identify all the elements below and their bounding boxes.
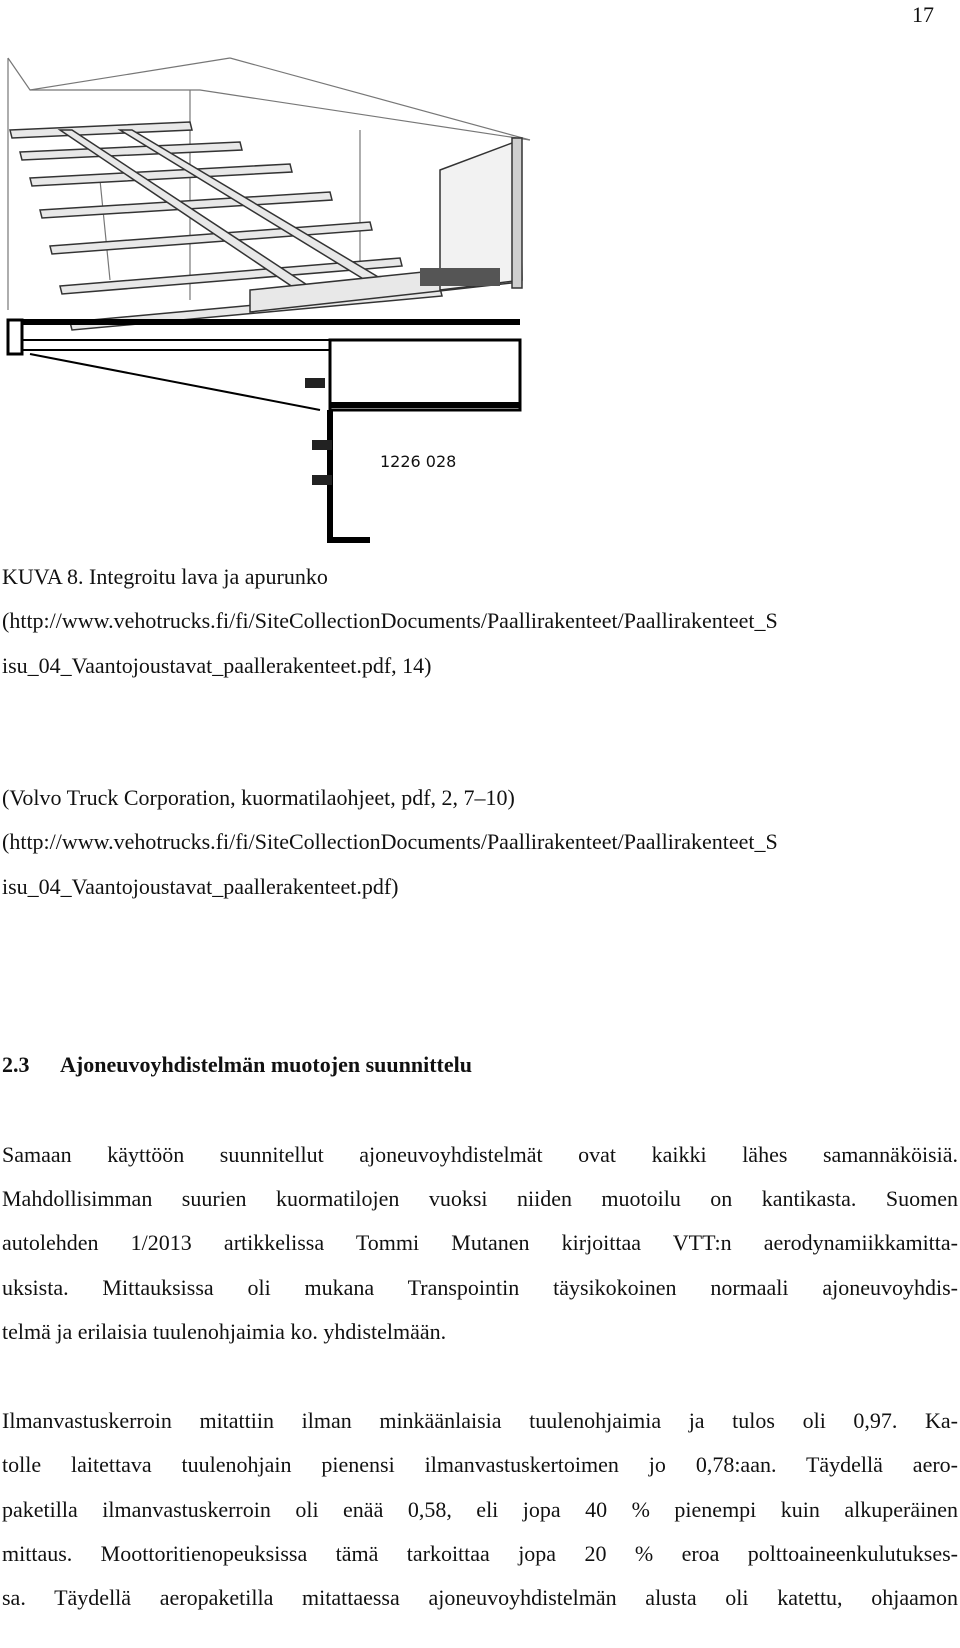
- paragraph2-line-1: Ilmanvastuskerroin mitattiin ilman minkäänlaisia tuulenohjaimia ja tulos oli 0,97. Ka-: [2, 1408, 958, 1433]
- outline-vertical-2: [100, 180, 110, 280]
- outline-top: [8, 58, 230, 90]
- outline-far-edge: [230, 58, 530, 140]
- section-number: 2.3: [2, 1052, 30, 1077]
- figure-integrated-platform-subframe: [0, 50, 560, 580]
- wall-post: [512, 138, 522, 288]
- paragraph2-line-5: sa. Täydellä aeropaketilla mitattaessa ajoneuvoyhdistelmän alusta oli katettu, ohjaamon: [2, 1585, 958, 1610]
- paragraph1-line-3: autolehden 1/2013 artikkelissa Tommi Mutanen kirjoittaa VTT:n aerodynamiikkamitta-: [2, 1230, 958, 1255]
- paragraph1-line-1: Samaan käyttöön suunnitellut ajoneuvoyhdistelmät ovat kaikki lähes samannäköisiä.: [2, 1142, 958, 1167]
- end-cap: [8, 320, 22, 354]
- page-number: 17: [912, 2, 934, 27]
- reference-line-1: (Volvo Truck Corporation, kuormatilaohjeet, pdf, 2, 7–10): [2, 785, 515, 810]
- caption-line-2: (http://www.vehotrucks.fi/fi/SiteCollectionDocuments/Paallirakenteet/Paallirakenteet_S: [2, 608, 778, 633]
- technical-drawing: [0, 50, 560, 580]
- bolt-2: [312, 440, 332, 450]
- reference-line-2: (http://www.vehotrucks.fi/fi/SiteCollectionDocuments/Paallirakenteet/Paallirakenteet_S: [2, 829, 778, 854]
- drawing-code: 1226 028: [380, 452, 457, 471]
- caption-line-1: KUVA 8. Integroitu lava ja apurunko: [2, 564, 328, 589]
- reference-line-3: isu_04_Vaantojoustavat_paallerakenteet.pdf): [2, 874, 399, 899]
- c-profile: [330, 410, 370, 540]
- front-wall: [440, 140, 522, 290]
- section-heading: [2, 1052, 472, 1078]
- section-title: Ajoneuvoyhdistelmän muotojen suunnittelu: [60, 1052, 472, 1077]
- frame-box: [330, 340, 520, 410]
- paragraph2-line-4: mittaus. Moottoritienopeuksissa tämä tarkoittaa jopa 20 % eroa polttoaineenkulutukses-: [2, 1541, 958, 1566]
- paragraph2-line-2: tolle laitettava tuulenohjain pienensi ilmanvastuskertoimen jo 0,78:aan. Täydellä aero-: [2, 1452, 958, 1477]
- bolt-1: [305, 378, 325, 388]
- cross-member-3: [30, 164, 292, 186]
- mesh-floor: [420, 268, 500, 286]
- paragraph2-line-3: paketilla ilmanvastuskerroin oli enää 0,58, eli jopa 40 % pienempi kuin alkuperäinen: [2, 1497, 958, 1522]
- bracket-top: [22, 350, 330, 390]
- paragraph1-line-4: uksista. Mittauksissa oli mukana Transpointin täysikokoinen normaali ajoneuvoyhdis-: [2, 1275, 958, 1300]
- paragraph1-line-5: telmä ja erilaisia tuulenohjaimia ko. yhdistelmään.: [2, 1319, 447, 1344]
- bracket-diagonal: [30, 354, 320, 410]
- bolt-3: [312, 475, 332, 485]
- cross-member-1: [10, 122, 192, 138]
- caption-line-3: isu_04_Vaantojoustavat_paallerakenteet.pdf, 14): [2, 653, 432, 678]
- cross-member-2: [20, 142, 242, 160]
- paragraph1-line-2: Mahdollisimman suurien kuormatilojen vuoksi niiden muotoilu on kantikasta. Suomen: [2, 1186, 958, 1211]
